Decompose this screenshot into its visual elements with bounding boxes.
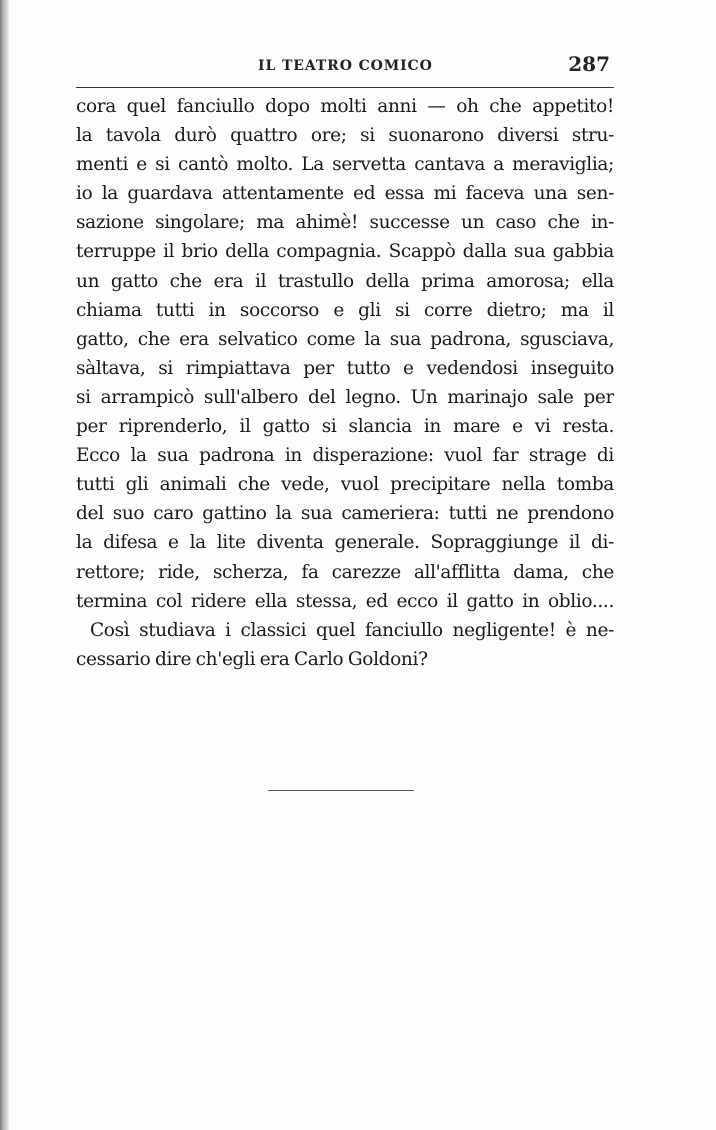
text-line: Ecco la sua padrona in disperazione: vuol far strage di [76,445,614,467]
text-line: tutti gli animali che vede, vuol precipitare nella tomba [76,474,614,496]
text-line: cora quel fanciullo dopo molti anni — oh che appetito! [76,96,614,117]
text-line: del suo caro gattino la sua cameriera: tutti ne prendono [76,503,614,525]
text-line: rettore; ride, scherza, fa carezze all'afflitta dama, che [76,561,614,583]
text-line: termina col ridere ella stessa, ed ecco il gatto in oblio.... [76,590,614,612]
page-number: 287 [568,52,610,76]
page-header [76,50,614,84]
body-text [76,92,614,674]
running-title: IL TEATRO COMICO [258,58,433,74]
text-line: gatto, che era selvatico come la sua padrona, sgusciava, [76,328,614,350]
header-rule [76,87,614,88]
text-line: la tavola durò quattro ore; si suonarono diversi stru- [76,125,614,147]
text-line: cessario dire ch'egli era Carlo Goldoni? [76,648,428,670]
page-binding-edge [0,0,9,1130]
text-line: un gatto che era il trastullo della prima amorosa; ella [76,270,614,292]
text-line: terruppe il brio della compagnia. Scappò dalla sua gabbia [76,241,614,263]
text-line: io la guardava attentamente ed essa mi faceva una sen- [76,183,614,205]
text-line: chiama tutti in soccorso e gli si corre dietro; ma il [76,299,614,321]
text-line: si arrampicò sull'albero del legno. Un marinajo sale per [76,386,614,408]
section-end-rule [268,790,414,791]
text-line: sazione singolare; ma ahimè! successe un caso che in- [76,212,614,234]
text-line: Così studiava i classici quel fanciullo negligente! è ne- [90,619,614,641]
text-line: menti e si cantò molto. La servetta cantava a meraviglia; [76,154,614,176]
text-line: per riprenderlo, il gatto si slancia in mare e vi resta. [76,416,614,438]
text-line: sàltava, si rimpiattava per tutto e vedendosi inseguito [76,357,614,379]
text-line: la difesa e la lite diventa generale. Sopraggiunge il di- [76,532,614,554]
